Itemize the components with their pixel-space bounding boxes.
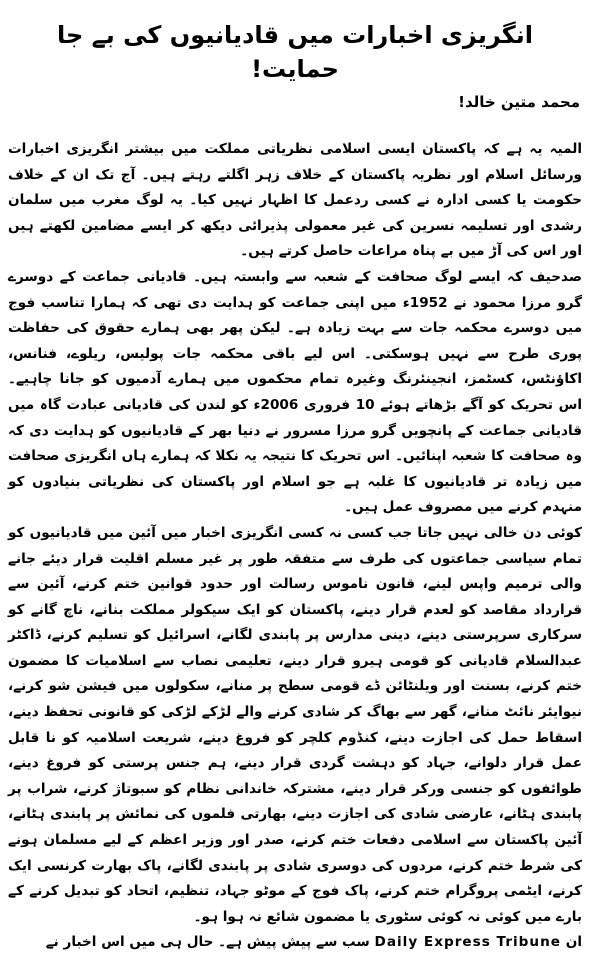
article-body [8,137,582,956]
last-line-suffix: سب سے پیش پیش ہے۔ حال ہی میں اس اخبار نے [45,934,370,951]
paragraph-4 [8,930,582,956]
last-line-prefix: ان [565,934,582,951]
paragraph-2: صدحیف کہ ایسے لوگ صحافت کے شعبہ سے وابستہ ہیں۔ قادیانی جماعت کے دوسرے گرو مرزا محمود نے 1952ء میں اپنی جماعت کو ہدایت دی تھی کہ ہمارا تناسب فوج میں دوسرے محکمہ جات سے بہت زیادہ ہے۔ لیکن پھر بھی ہمارے حقوق کی حفاظت پوری طرح سے نہیں ہوسکتی۔ اس لیے باقی محکمہ جات پولیس، ریلوے، فنانس، اکاؤنٹس، کسٹمز، انجینئرنگ وغیرہ تمام محکموں میں ہمارے آدمیوں کو جانا چاہیے۔ اس تحریک کو آگے بڑھاتے ہوئے 10 فروری 2006ء کو لندن کی قادیانی عبادت گاہ میں قادیانی جماعت کے پانچویں گرو مرزا مسرور نے دنیا بھر کے قادیانیوں کو ہدایت دی کہ وہ صحافت کا شعبہ اپنائیں۔ اس تحریک کا نتیجہ یہ نکلا کہ ہمارے ہاں انگریزی صحافت میں زیادہ تر قادیانیوں کا غلبہ ہے جو اسلام اور پاکستان کی نظریاتی بنیادوں کو منہدم کرنے میں مصروف عمل ہیں۔ [8,268,583,516]
author-name: محمد متین خالد! [458,93,580,111]
paragraph-3: کوئی دن خالی نہیں جاتا جب کسی نہ کسی انگریزی اخبار میں آئین میں قادیانیوں کو تمام سیاسی جماعتوں کی طرف سے متفقہ طور پر غیر مسلم اقلیت قرار دیئے جانے والی ترمیم واپس لینے، قانون ناموس رسالت اور حدود قوانین ختم کرنے، آئین سے قرارداد مقاصد کو لعدم قرار دینے، پاکستان کو ایک سیکولر مملکت بنانے، ناچ گانے کو سرکاری سرپرستی دینے، دینی مدارس پر پابندی لگانے، اسرائیل کو تسلیم کرنے، ڈاکٹر عبدالسلام قادیانی کو قومی ہیرو قرار دینے، تعلیمی نصاب سے اسلامیات کا مضمون ختم کرنے، بسنت اور ویلنٹائن ڈے قومی سطح پر منانے، سکولوں میں فیشن شو کرنے، نیوایئر نائٹ منانے، گھر سے بھاگ کر شادی کرنے والے لڑکے لڑکی کو قانونی تحفظ دینے، اسقاط حمل کی اجازت دینے، کنڈوم کلچر کو فروغ دینے، شریعت اسلامیہ کو نا قابل عمل قرار دلوانے، جہاد کو دہشت گردی قرار دینے، ہم جنس پرستی کو فروغ دینے، طوائفوں کو جنسی ورکر قرار دینے، مشترکہ خاندانی نظام کو سبوتاژ کرنے، شراب پر پابندی ہٹانے، عارضی شادی کی اجازت دینے، بھارتی فلموں کی نمائش پر پابندی ہٹانے، آئین پاکستان سے اسلامی دفعات ختم کرنے، صدر اور وزیر اعظم کے لیے مسلمان ہونے کی شرط ختم کرنے، مردوں کی دوسری شادی پر پابندی لگانے، پاک بھارت کرنسی ایک کرنے، ایٹمی پروگرام ختم کرنے، پاک فوج کے موٹو جہاد، تنظیم، اتحاد کو تبدیل کرنے کے بارے میں کوئی نہ کوئی سٹوری یا مضمون شائع نہ ہوا ہو۔ [8,524,582,925]
newspaper-name: Daily Express Tribune [374,934,561,951]
article-title: انگریزی اخبارات میں قادیانیوں کی بے جا حمایت! [57,21,533,83]
paragraph-1: المیہ یہ ہے کہ پاکستان ایسی اسلامی نظریاتی مملکت میں بیشتر انگریزی اخبارات ورسائل اسلام اور نظریہ پاکستان کے خلاف زہر اگلتے رہتے ہیں۔ آج تک ان کے خلاف حکومت یا کسی ادارہ نے کسی ردعمل کا اظہار نہیں کیا۔ یہ لوگ مغرب میں سلمان رشدی اور تسلیمہ نسرین کی غیر معمولی پذیرائی دیکھ کر ایسے مضامین لکھتے ہیں اور اس کی آڑ میں بے پناہ مراعات حاصل کرتے ہیں۔ [8,141,582,260]
